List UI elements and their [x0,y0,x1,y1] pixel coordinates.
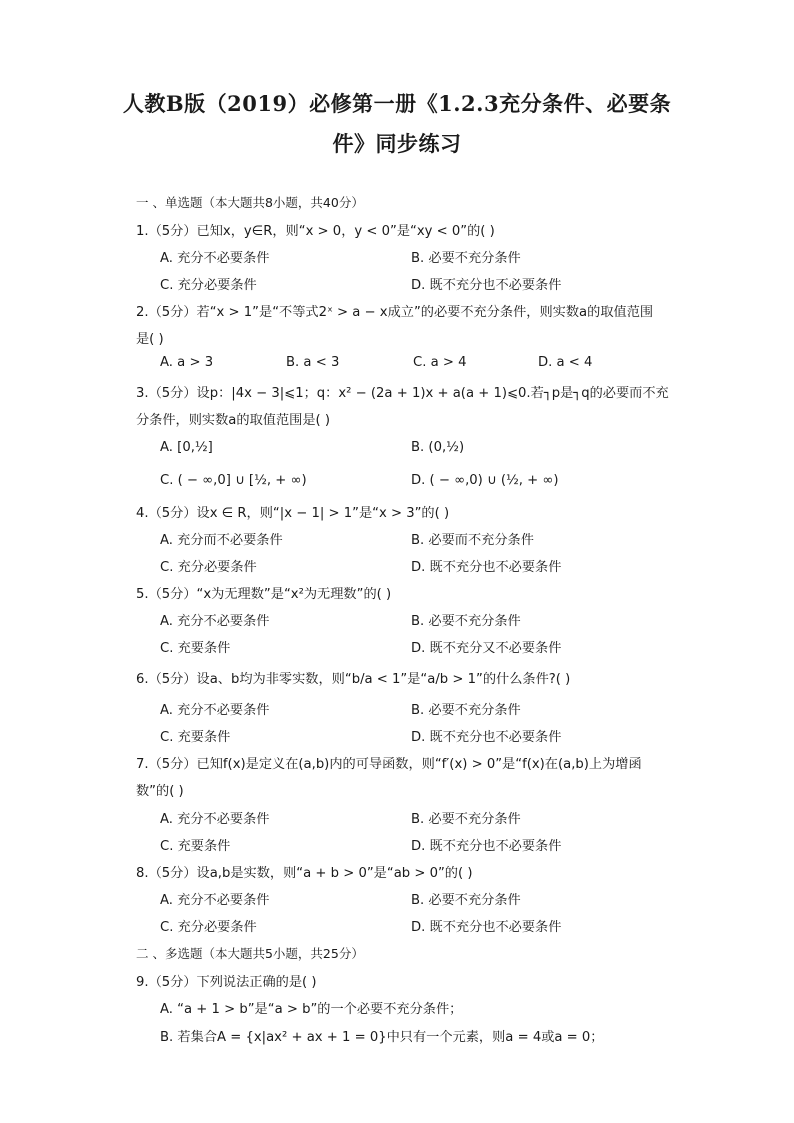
question-7-stem-line2: 数”的( ) [136,784,184,799]
question-4-option-b: B. 必要而不充分条件 [411,533,534,548]
question-3-stem-line1: 3.（5分）设p：|4x − 3|⩽1；q：x² − (2a + 1)x + a(a + 1)⩽0.若┐p是┐q的必要而不充 [136,386,669,401]
question-7-option-a: A. 充分不必要条件 [160,812,270,827]
question-5-stem: 5.（5分）“x为无理数”是“x²为无理数”的( ) [136,587,392,602]
question-1-option-c: C. 充分必要条件 [160,278,257,293]
question-1-option-a: A. 充分不必要条件 [160,251,270,266]
question-2-option-d: D. a < 4 [538,355,593,370]
question-2-option-a: A. a > 3 [160,355,214,370]
question-2-option-b: B. a < 3 [286,355,340,370]
question-3-stem-line2: 分条件，则实数a的取值范围是( ) [136,413,330,428]
question-7-option-b: B. 必要不充分条件 [411,812,521,827]
question-8-option-a: A. 充分不必要条件 [160,893,270,908]
question-4-option-a: A. 充分而不必要条件 [160,533,283,548]
question-3-option-a: A. [0,½] [160,440,213,455]
question-9-option-b: B. 若集合A = {x|ax² + ax + 1 = 0}中只有一个元素，则a = 4或a = 0； [160,1030,604,1045]
section-heading-multiple-choice: 二 、多选题（本大题共5小题，共25分） [136,946,364,961]
question-4-option-c: C. 充分必要条件 [160,560,257,575]
question-5-option-d: D. 既不充分又不必要条件 [411,641,562,656]
question-3-option-c: C. ( − ∞,0] ∪ [½, + ∞) [160,473,307,488]
question-9-stem: 9.（5分）下列说法正确的是( ) [136,975,317,990]
question-2-option-c: C. a > 4 [413,355,467,370]
question-8-option-b: B. 必要不充分条件 [411,893,521,908]
question-6-option-b: B. 必要不充分条件 [411,703,521,718]
question-8-stem: 8.（5分）设a,b是实数，则“a + b > 0”是“ab > 0”的( ) [136,866,473,881]
question-7-option-c: C. 充要条件 [160,839,231,854]
question-6-option-c: C. 充要条件 [160,730,231,745]
question-8-option-c: C. 充分必要条件 [160,920,257,935]
question-8-option-d: D. 既不充分也不必要条件 [411,920,562,935]
question-1-option-d: D. 既不充分也不必要条件 [411,278,562,293]
question-1-option-b: B. 必要不充分条件 [411,251,521,266]
question-6-option-d: D. 既不充分也不必要条件 [411,730,562,745]
question-5-option-c: C. 充要条件 [160,641,231,656]
document-title-line2: 件》同步练习 [332,131,462,156]
question-7-stem-line1: 7.（5分）已知f(x)是定义在(a,b)内的可导函数，则“f′(x) > 0”是“f(x)在(a,b)上为增函 [136,757,642,772]
question-3-option-b: B. (0,½) [411,440,465,455]
document-title-line1: 人教B版（2019）必修第一册《1.2.3充分条件、必要条 [122,91,672,116]
question-4-stem: 4.（5分）设x ∈ R，则“|x − 1| > 1”是“x > 3”的( ) [136,506,450,521]
question-2-stem-line2: 是( ) [136,332,164,347]
question-5-option-a: A. 充分不必要条件 [160,614,270,629]
question-3-option-d: D. ( − ∞,0) ∪ (½, + ∞) [411,473,559,488]
question-9-option-a: A. “a + 1 > b”是“a > b”的一个必要不充分条件； [160,1002,463,1017]
question-4-option-d: D. 既不充分也不必要条件 [411,560,562,575]
question-5-option-b: B. 必要不充分条件 [411,614,521,629]
section-heading-single-choice: 一 、单选题（本大题共8小题，共40分） [136,195,364,210]
question-1-stem: 1.（5分）已知x，y∈R，则“x > 0，y < 0”是“xy < 0”的( ) [136,224,495,239]
question-6-option-a: A. 充分不必要条件 [160,703,270,718]
question-6-stem: 6.（5分）设a、b均为非零实数，则“b/a < 1”是“a/b > 1”的什么条件?( ) [136,672,571,687]
question-7-option-d: D. 既不充分也不必要条件 [411,839,562,854]
question-2-stem-line1: 2.（5分）若“x > 1”是“不等式2ˣ > a − x成立”的必要不充分条件，则实数a的取值范围 [136,305,654,320]
